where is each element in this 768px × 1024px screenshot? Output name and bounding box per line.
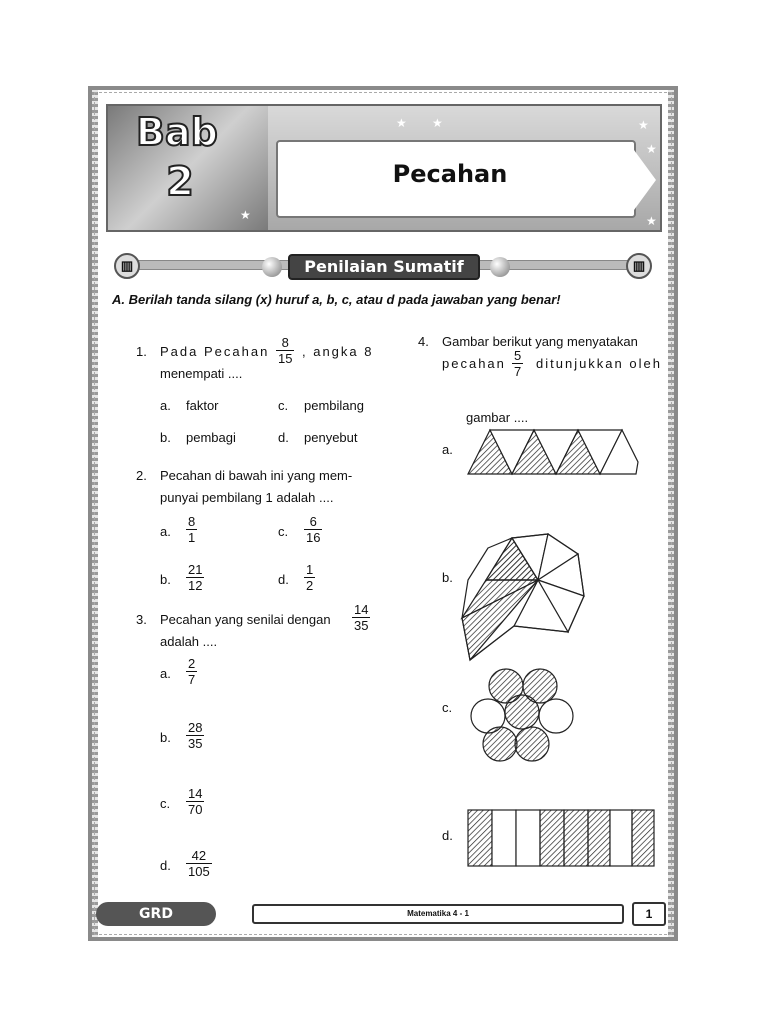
- q1-number: 1.: [136, 344, 147, 359]
- ball-icon: [490, 257, 510, 277]
- q2-number: 2.: [136, 468, 147, 483]
- q1-option-b-letter: b.: [160, 430, 171, 445]
- q3-option-d: $\frac{42}{105}$: [188, 848, 210, 879]
- q2-text: Pecahan di bawah ini yang mem-: [160, 468, 353, 483]
- q3-option-b-letter: b.: [160, 730, 171, 745]
- publisher-badge: GRD: [96, 902, 216, 926]
- q4-option-a-letter: a.: [442, 442, 453, 457]
- q2-option-b-letter: b.: [160, 572, 171, 587]
- q2-option-a: $\frac{8}{1}$: [188, 514, 196, 545]
- star-icon: ★: [646, 214, 657, 228]
- star-icon: ★: [240, 208, 251, 222]
- q3-option-a-letter: a.: [160, 666, 171, 681]
- q1-option-c: pembilang: [304, 398, 364, 413]
- instruction: A. Berilah tanda silang (x) huruf a, b, c, atau d pada jawaban yang benar!: [112, 292, 561, 307]
- q1-option-d-letter: d.: [278, 430, 289, 445]
- q3-number: 3.: [136, 612, 147, 627]
- q2-option-d-letter: d.: [278, 572, 289, 587]
- q1-fraction: $\frac{8}{15}$: [278, 335, 293, 366]
- q4-option-d-letter: d.: [442, 828, 453, 843]
- book-icon: ▥: [626, 253, 652, 279]
- q1-text-cont: , angka 8: [302, 344, 374, 359]
- chapter-label: Bab: [136, 110, 218, 154]
- q4-option-c-letter: c.: [442, 700, 453, 715]
- page-number: 1: [632, 902, 666, 926]
- q1-option-a: faktor: [186, 398, 219, 413]
- q4-option-b-letter: b.: [442, 570, 453, 585]
- q4-text-line3: gambar ....: [466, 410, 529, 425]
- q3-text-line2: adalah ....: [160, 634, 218, 649]
- q3-option-a: $\frac{2}{7}$: [188, 656, 196, 687]
- q2-option-d: $\frac{1}{2}$: [306, 562, 314, 593]
- book-icon: ▥: [114, 253, 140, 279]
- q3-text: Pecahan yang senilai dengan: [160, 612, 331, 627]
- q1-text: Pada Pecahan: [160, 344, 270, 359]
- chapter-number: 2: [166, 159, 194, 205]
- q4-fraction: $\frac{5}{7}$: [514, 348, 522, 379]
- q2-option-a-letter: a.: [160, 524, 171, 539]
- heptagon-figure: [462, 534, 584, 660]
- q3-fraction: $\frac{14}{35}$: [354, 602, 369, 633]
- triangles-figure: [468, 430, 638, 474]
- q4-text-line2: pecahan: [442, 356, 506, 371]
- q1-option-d: penyebut: [304, 430, 358, 445]
- q4-number: 4.: [418, 334, 429, 349]
- section-label: Penilaian Sumatif: [288, 254, 480, 280]
- star-icon: ★: [638, 118, 649, 132]
- rectangles-figure: [468, 810, 654, 866]
- q1-option-c-letter: c.: [278, 398, 289, 413]
- star-icon: ★: [432, 116, 443, 130]
- star-icon: ★: [646, 142, 657, 156]
- q3-option-d-letter: d.: [160, 858, 171, 873]
- q2-option-b: $\frac{21}{12}$: [188, 562, 203, 593]
- q4-option-figures: [460, 420, 660, 880]
- q1-option-b: pembagi: [186, 430, 236, 445]
- footer-subject: Matematika 4 - 1: [252, 904, 624, 924]
- star-icon: ★: [396, 116, 407, 130]
- q3-option-c: $\frac{14}{70}$: [188, 786, 203, 817]
- q3-option-b: $\frac{28}{35}$: [188, 720, 203, 751]
- ball-icon: [262, 257, 282, 277]
- circles-figure: [471, 669, 573, 761]
- q1-option-a-letter: a.: [160, 398, 171, 413]
- q4-text: Gambar berikut yang menyatakan: [442, 334, 638, 349]
- q2-option-c-letter: c.: [278, 524, 289, 539]
- q2-text-line2: punyai pembilang 1 adalah ....: [160, 490, 334, 505]
- q3-option-c-letter: c.: [160, 796, 171, 811]
- q1-text-line2: menempati ....: [160, 366, 243, 381]
- q4-text-line2-cont: ditunjukkan oleh: [536, 356, 662, 371]
- page-title: Pecahan: [392, 160, 508, 188]
- q2-option-c: $\frac{6}{16}$: [306, 514, 321, 545]
